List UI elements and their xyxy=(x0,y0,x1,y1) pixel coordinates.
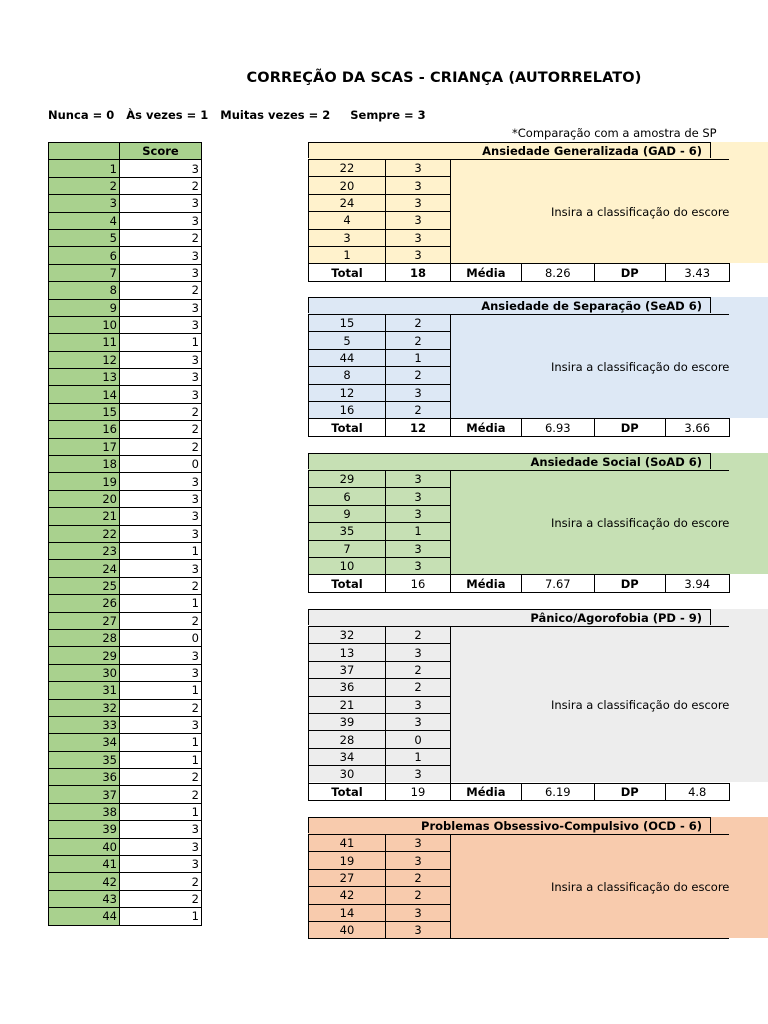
domain-block xyxy=(308,453,768,591)
total-label: Total xyxy=(309,783,386,800)
domain-block xyxy=(308,817,768,938)
score-input-cell[interactable]: 3 xyxy=(120,525,202,542)
score-input-cell[interactable]: 2 xyxy=(120,786,202,803)
classification-input[interactable]: Insira a classificação do escore xyxy=(451,315,730,419)
media-value: 6.19 xyxy=(521,783,594,800)
table-row xyxy=(309,627,730,644)
score-input-cell[interactable]: 2 xyxy=(120,873,202,890)
score-input-cell[interactable]: 3 xyxy=(120,560,202,577)
score-input-cell[interactable]: 1 xyxy=(120,751,202,768)
table-row xyxy=(49,629,202,646)
item-number-cell: 37 xyxy=(49,786,120,803)
table-row xyxy=(49,751,202,768)
dp-label: DP xyxy=(594,419,665,436)
item-number-cell: 43 xyxy=(49,890,120,907)
comparison-note: *Comparação com a amostra de SP xyxy=(512,126,717,140)
score-input-cell[interactable]: 3 xyxy=(120,716,202,733)
item-number-cell: 25 xyxy=(49,577,120,594)
media-label: Média xyxy=(451,419,522,436)
item-score-cell: 3 xyxy=(386,160,451,177)
item-number-cell: 30 xyxy=(49,664,120,681)
total-row xyxy=(309,575,730,592)
item-number-cell: 4 xyxy=(49,212,120,229)
item-score-cell: 2 xyxy=(386,661,451,678)
item-score-cell: 2 xyxy=(386,627,451,644)
table-row xyxy=(49,525,202,542)
item-score-cell: 3 xyxy=(386,852,451,869)
item-number-cell: 19 xyxy=(49,473,120,490)
table-row xyxy=(309,160,730,177)
item-number-cell: 13 xyxy=(309,644,386,661)
table-row xyxy=(49,421,202,438)
item-number-cell: 18 xyxy=(49,456,120,473)
score-input-cell[interactable]: 2 xyxy=(120,438,202,455)
table-row xyxy=(49,264,202,281)
table-row xyxy=(49,316,202,333)
domain-title: Problemas Obsessivo-Compulsivo (OCD - 6) xyxy=(308,817,711,833)
score-input-cell[interactable]: 0 xyxy=(120,456,202,473)
classification-input[interactable]: Insira a classificação do escore xyxy=(451,160,730,264)
domain-title: Ansiedade Generalizada (GAD - 6) xyxy=(308,142,711,158)
table-row xyxy=(49,490,202,507)
table-row xyxy=(49,560,202,577)
item-number-cell: 27 xyxy=(49,612,120,629)
item-number-cell: 6 xyxy=(309,488,386,505)
item-number-cell: 10 xyxy=(309,557,386,574)
item-number-cell: 3 xyxy=(49,195,120,212)
item-number-cell: 16 xyxy=(49,421,120,438)
score-input-cell[interactable]: 3 xyxy=(120,821,202,838)
table-row xyxy=(49,403,202,420)
item-score-cell: 3 xyxy=(386,194,451,211)
score-header: Score xyxy=(120,143,202,160)
table-row xyxy=(49,682,202,699)
item-score-cell: 3 xyxy=(386,557,451,574)
page-title: CORREÇÃO DA SCAS - CRIANÇA (AUTORRELATO) xyxy=(246,70,642,86)
item-number-cell: 5 xyxy=(309,332,386,349)
domain-items-table xyxy=(308,159,730,282)
score-input-cell[interactable]: 3 xyxy=(120,490,202,507)
score-input-cell[interactable]: 2 xyxy=(120,612,202,629)
domain-items-table xyxy=(308,626,730,801)
score-input-cell[interactable]: 2 xyxy=(120,282,202,299)
item-score-cell: 1 xyxy=(386,748,451,765)
item-score-cell: 2 xyxy=(386,332,451,349)
table-row xyxy=(309,835,730,852)
score-input-cell[interactable]: 0 xyxy=(120,629,202,646)
table-row xyxy=(49,699,202,716)
item-number-cell: 1 xyxy=(49,160,120,177)
domain-title: Ansiedade de Separação (SeAD 6) xyxy=(308,297,711,313)
table-row xyxy=(49,334,202,351)
item-number-cell: 14 xyxy=(49,386,120,403)
item-score-cell: 3 xyxy=(386,471,451,488)
classification-input[interactable]: Insira a classificação do escore xyxy=(451,471,730,575)
item-score-cell: 1 xyxy=(386,523,451,540)
item-number-cell: 24 xyxy=(309,194,386,211)
media-value: 7.67 xyxy=(521,575,594,592)
item-number-cell: 44 xyxy=(309,349,386,366)
table-row xyxy=(49,456,202,473)
item-number-cell: 31 xyxy=(49,682,120,699)
item-number-cell: 30 xyxy=(309,766,386,783)
item-number-cell: 33 xyxy=(49,716,120,733)
table-row xyxy=(49,856,202,873)
item-score-cell: 3 xyxy=(386,505,451,522)
item-score-cell: 3 xyxy=(386,835,451,852)
score-input-cell[interactable]: 1 xyxy=(120,803,202,820)
dp-label: DP xyxy=(594,575,665,592)
table-row xyxy=(49,612,202,629)
item-number-cell: 12 xyxy=(49,351,120,368)
domain-items-table xyxy=(308,470,730,593)
item-number-cell: 12 xyxy=(309,384,386,401)
score-input-cell[interactable]: 3 xyxy=(120,369,202,386)
table-row xyxy=(49,803,202,820)
domain-block xyxy=(308,142,768,280)
item-score-cell: 3 xyxy=(386,177,451,194)
total-row xyxy=(309,783,730,800)
item-score-cell: 2 xyxy=(386,401,451,418)
media-value: 6.93 xyxy=(521,419,594,436)
score-input-cell[interactable]: 1 xyxy=(120,334,202,351)
item-number-cell: 8 xyxy=(49,282,120,299)
item-score-cell: 2 xyxy=(386,367,451,384)
item-number-cell: 20 xyxy=(309,177,386,194)
item-number-cell: 16 xyxy=(309,401,386,418)
item-score-cell: 3 xyxy=(386,766,451,783)
item-number-cell: 34 xyxy=(49,734,120,751)
dp-label: DP xyxy=(594,264,665,281)
item-score-cell: 3 xyxy=(386,921,451,938)
item-score-cell: 3 xyxy=(386,246,451,263)
table-row xyxy=(309,315,730,332)
item-number-cell: 14 xyxy=(309,904,386,921)
table-row xyxy=(49,386,202,403)
total-row xyxy=(309,419,730,436)
item-number-cell: 2 xyxy=(49,177,120,194)
score-input-cell[interactable]: 2 xyxy=(120,890,202,907)
score-input-cell[interactable]: 1 xyxy=(120,734,202,751)
item-number-cell: 10 xyxy=(49,316,120,333)
item-number-cell: 9 xyxy=(49,299,120,316)
score-input-cell[interactable]: 3 xyxy=(120,838,202,855)
item-number-cell: 36 xyxy=(49,769,120,786)
item-number-cell: 1 xyxy=(309,246,386,263)
score-input-cell[interactable]: 3 xyxy=(120,264,202,281)
domain-block xyxy=(308,609,768,799)
item-number-cell: 24 xyxy=(49,560,120,577)
item-number-cell: 41 xyxy=(309,835,386,852)
media-label: Média xyxy=(451,783,522,800)
score-input-cell[interactable]: 3 xyxy=(120,316,202,333)
score-input-cell[interactable]: 2 xyxy=(120,177,202,194)
total-value: 19 xyxy=(386,783,451,800)
media-value: 8.26 xyxy=(521,264,594,281)
score-input-cell[interactable]: 2 xyxy=(120,421,202,438)
item-number-cell: 41 xyxy=(49,856,120,873)
item-score-cell: 3 xyxy=(386,384,451,401)
item-score-cell: 2 xyxy=(386,887,451,904)
item-number-cell: 40 xyxy=(309,921,386,938)
table-row xyxy=(49,229,202,246)
table-row xyxy=(49,769,202,786)
item-score-cell: 3 xyxy=(386,488,451,505)
domain-title: Ansiedade Social (SoAD 6) xyxy=(308,453,711,469)
score-input-cell[interactable]: 1 xyxy=(120,682,202,699)
dp-value: 3.43 xyxy=(665,264,729,281)
item-number-cell: 39 xyxy=(49,821,120,838)
table-row xyxy=(49,369,202,386)
item-number-cell: 40 xyxy=(49,838,120,855)
item-number-cell: 37 xyxy=(309,661,386,678)
table-row xyxy=(49,177,202,194)
score-input-cell[interactable]: 3 xyxy=(120,351,202,368)
item-score-cell: 2 xyxy=(386,869,451,886)
item-number-cell: 15 xyxy=(309,315,386,332)
score-input-cell[interactable]: 2 xyxy=(120,229,202,246)
score-input-cell[interactable]: 3 xyxy=(120,160,202,177)
item-number-cell: 7 xyxy=(309,540,386,557)
scale-legend: Nunca = 0 Às vezes = 1 Muitas vezes = 2 Sempre = 3 xyxy=(48,108,426,122)
item-number-cell: 32 xyxy=(49,699,120,716)
item-number-cell: 32 xyxy=(309,627,386,644)
item-score-cell: 3 xyxy=(386,540,451,557)
table-row xyxy=(49,351,202,368)
score-input-cell[interactable]: 3 xyxy=(120,386,202,403)
item-number-header xyxy=(49,143,120,160)
table-row xyxy=(49,838,202,855)
table-row xyxy=(309,471,730,488)
total-value: 18 xyxy=(386,264,451,281)
table-row xyxy=(49,821,202,838)
item-score-cell: 2 xyxy=(386,315,451,332)
table-row xyxy=(49,890,202,907)
media-label: Média xyxy=(451,264,522,281)
item-score-cell: 3 xyxy=(386,229,451,246)
item-number-cell: 39 xyxy=(309,713,386,730)
table-row xyxy=(49,212,202,229)
item-number-cell: 28 xyxy=(49,629,120,646)
domain-items-table xyxy=(308,314,730,437)
table-row xyxy=(49,595,202,612)
item-score-cell: 3 xyxy=(386,713,451,730)
dp-value: 3.66 xyxy=(665,419,729,436)
table-row xyxy=(49,247,202,264)
total-label: Total xyxy=(309,575,386,592)
table-row xyxy=(49,299,202,316)
table-row xyxy=(49,716,202,733)
score-input-cell[interactable]: 1 xyxy=(120,908,202,925)
score-input-cell[interactable]: 3 xyxy=(120,856,202,873)
item-number-cell: 13 xyxy=(49,369,120,386)
table-row xyxy=(49,664,202,681)
item-number-cell: 22 xyxy=(49,525,120,542)
item-number-cell: 38 xyxy=(49,803,120,820)
item-number-cell: 42 xyxy=(49,873,120,890)
table-row xyxy=(49,734,202,751)
item-number-cell: 7 xyxy=(49,264,120,281)
item-number-cell: 5 xyxy=(49,229,120,246)
classification-input[interactable]: Insira a classificação do escore xyxy=(451,627,730,784)
item-number-cell: 42 xyxy=(309,887,386,904)
item-number-cell: 21 xyxy=(309,696,386,713)
score-input-cell[interactable]: 3 xyxy=(120,473,202,490)
score-input-cell[interactable]: 3 xyxy=(120,212,202,229)
item-number-cell: 3 xyxy=(309,229,386,246)
item-number-cell: 44 xyxy=(49,908,120,925)
item-score-cell: 3 xyxy=(386,644,451,661)
total-row xyxy=(309,264,730,281)
item-number-cell: 17 xyxy=(49,438,120,455)
dp-value: 4.8 xyxy=(665,783,729,800)
table-row xyxy=(49,508,202,525)
item-number-cell: 28 xyxy=(309,731,386,748)
item-score-cell: 2 xyxy=(386,679,451,696)
item-score-cell: 0 xyxy=(386,731,451,748)
item-number-cell: 27 xyxy=(309,869,386,886)
item-number-cell: 11 xyxy=(49,334,120,351)
item-score-cell: 3 xyxy=(386,904,451,921)
total-label: Total xyxy=(309,264,386,281)
score-input-cell[interactable]: 3 xyxy=(120,508,202,525)
score-input-cell[interactable]: 2 xyxy=(120,577,202,594)
item-number-cell: 19 xyxy=(309,852,386,869)
score-input-cell[interactable]: 3 xyxy=(120,664,202,681)
media-label: Média xyxy=(451,575,522,592)
score-input-cell[interactable]: 2 xyxy=(120,699,202,716)
total-label: Total xyxy=(309,419,386,436)
total-value: 12 xyxy=(386,419,451,436)
item-score-cell: 1 xyxy=(386,349,451,366)
item-score-cell: 3 xyxy=(386,212,451,229)
score-input-cell[interactable]: 1 xyxy=(120,542,202,559)
table-row xyxy=(49,438,202,455)
item-number-cell: 29 xyxy=(49,647,120,664)
table-row xyxy=(49,873,202,890)
item-number-cell: 6 xyxy=(49,247,120,264)
score-input-cell[interactable]: 3 xyxy=(120,247,202,264)
score-input-cell[interactable]: 3 xyxy=(120,195,202,212)
item-number-cell: 26 xyxy=(49,595,120,612)
item-number-cell: 22 xyxy=(309,160,386,177)
item-number-cell: 35 xyxy=(49,751,120,768)
domain-block xyxy=(308,297,768,435)
score-table xyxy=(48,142,202,926)
table-row xyxy=(49,473,202,490)
item-number-cell: 35 xyxy=(309,523,386,540)
total-value: 16 xyxy=(386,575,451,592)
score-input-cell[interactable]: 3 xyxy=(120,299,202,316)
item-number-cell: 15 xyxy=(49,403,120,420)
score-input-cell[interactable]: 1 xyxy=(120,595,202,612)
item-number-cell: 23 xyxy=(49,542,120,559)
table-row xyxy=(49,786,202,803)
table-row xyxy=(49,282,202,299)
item-number-cell: 20 xyxy=(49,490,120,507)
table-row xyxy=(49,195,202,212)
item-number-cell: 34 xyxy=(309,748,386,765)
dp-label: DP xyxy=(594,783,665,800)
table-row xyxy=(49,647,202,664)
dp-value: 3.94 xyxy=(665,575,729,592)
score-input-cell[interactable]: 2 xyxy=(120,769,202,786)
table-row xyxy=(49,577,202,594)
domain-title: Pânico/Agorofobia (PD - 9) xyxy=(308,609,711,625)
item-number-cell: 21 xyxy=(49,508,120,525)
item-number-cell: 36 xyxy=(309,679,386,696)
score-input-cell[interactable]: 2 xyxy=(120,403,202,420)
score-input-cell[interactable]: 3 xyxy=(120,647,202,664)
item-number-cell: 4 xyxy=(309,212,386,229)
classification-input[interactable]: Insira a classificação do escore xyxy=(451,835,730,939)
domain-items-table xyxy=(308,834,729,939)
item-score-cell: 3 xyxy=(386,696,451,713)
item-number-cell: 29 xyxy=(309,471,386,488)
table-row xyxy=(49,908,202,925)
table-row xyxy=(49,542,202,559)
item-number-cell: 9 xyxy=(309,505,386,522)
table-row xyxy=(49,160,202,177)
item-number-cell: 8 xyxy=(309,367,386,384)
